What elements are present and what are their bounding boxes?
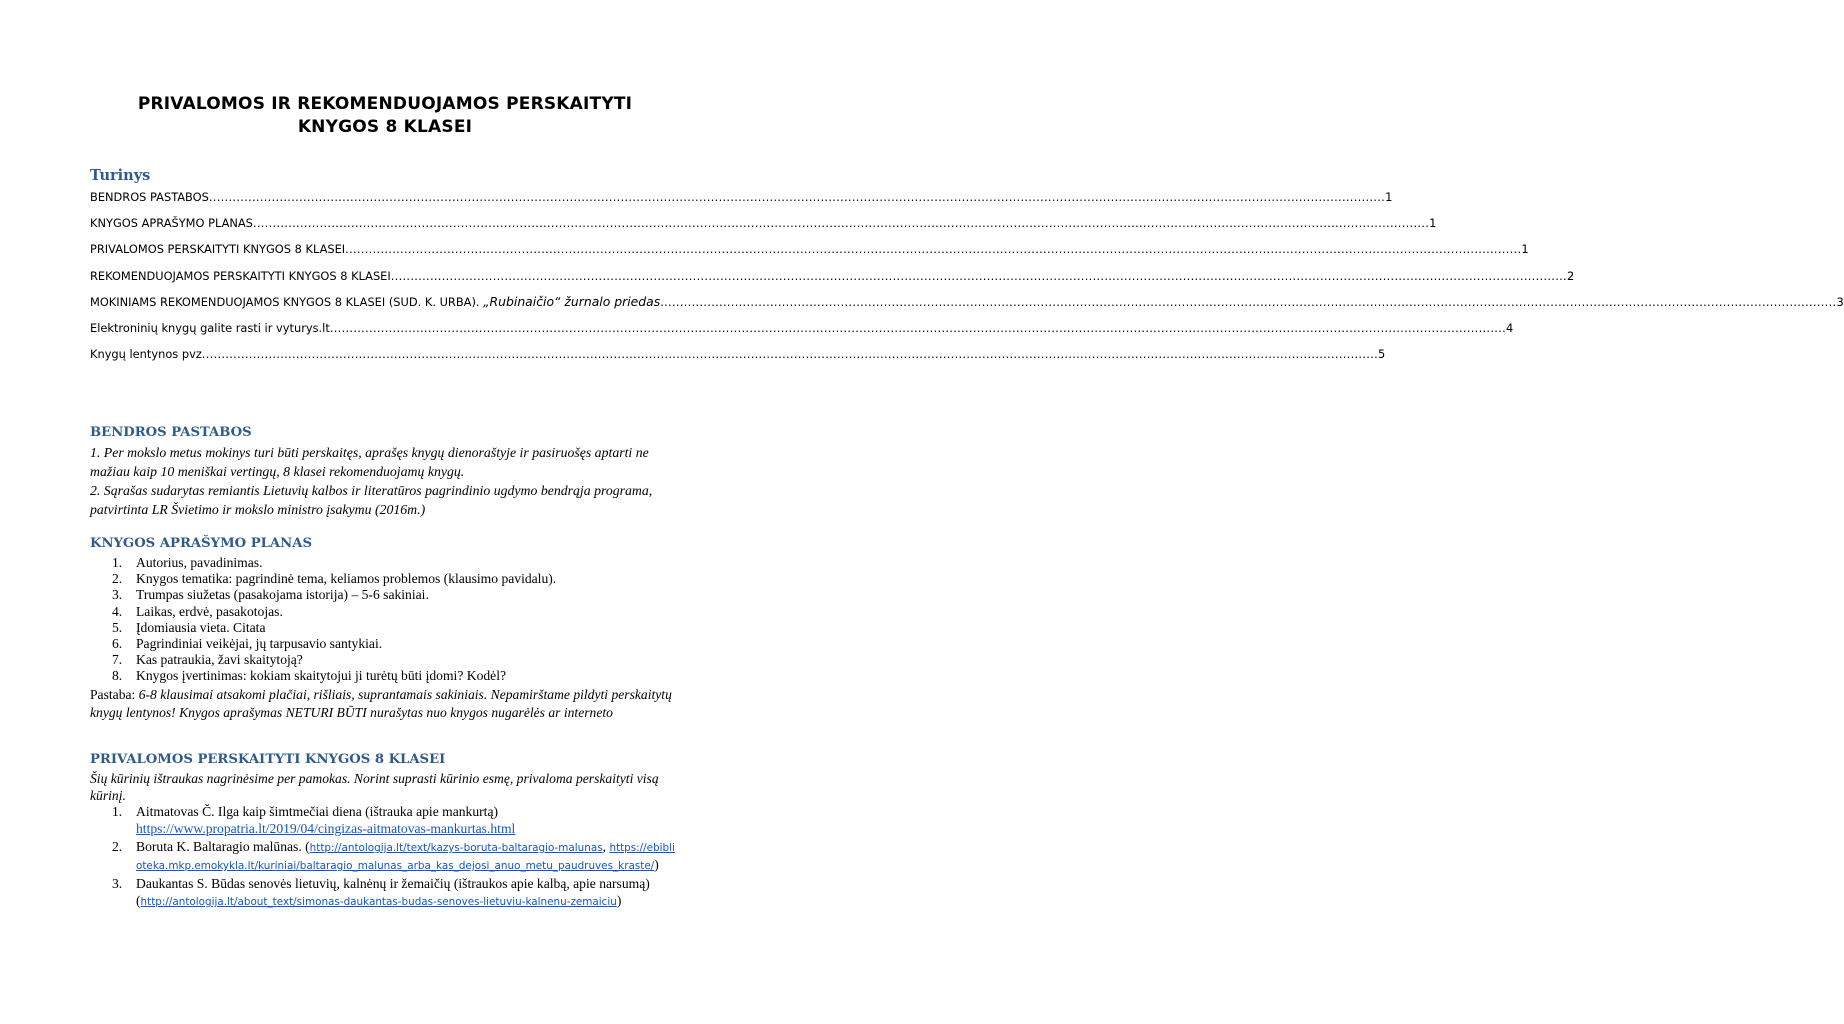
toc-leader-dots: ............................................................................................................................................................................................................................................................................................................ <box>252 216 1430 231</box>
toc-entry[interactable] <box>90 268 1575 294</box>
book-link[interactable]: http://antologija.lt/text/kazys-boruta-baltaragio-malunas <box>309 842 603 854</box>
toc-page-number: 1 <box>1429 216 1437 231</box>
section-heading-general: BENDROS PASTABOS <box>90 425 252 440</box>
plan-item-text: Kas patraukia, žavi skaitytoją? <box>136 652 303 668</box>
book-title: Daukantas S. Būdas senovės lietuvių, kalnėnų ir žemaičių (ištraukos apie kalbą, apie narsumą) <box>136 876 650 891</box>
toc-page-number: 1 <box>1521 242 1529 257</box>
toc-entry-label: KNYGOS APRAŠYMO PLANAS <box>90 216 253 231</box>
section-heading-plan: KNYGOS APRAŠYMO PLANAS <box>90 536 312 551</box>
toc-entry[interactable] <box>90 189 1393 215</box>
list-item <box>90 555 680 571</box>
toc-leader-dots: ............................................................................................................................................................................................................................................................................................................ <box>329 320 1507 335</box>
toc-page-number: 4 <box>1506 320 1514 335</box>
toc-entry-label: REKOMENDUOJAMOS PERSKAITYTI KNYGOS 8 KLASEI <box>90 268 391 283</box>
toc-page-number: 2 <box>1566 268 1575 283</box>
section-heading-mandatory: PRIVALOMOS PERSKAITYTI KNYGOS 8 KLASEI <box>90 752 446 767</box>
toc-entry-label: PRIVALOMOS PERSKAITYTI KNYGOS 8 KLASEI <box>90 242 346 257</box>
plan-item-text: Autorius, pavadinimas. <box>136 555 263 570</box>
toc-leader-dots: ............................................................................................................................................................................................................................................................................................................ <box>208 190 1386 204</box>
book-link[interactable]: https://ebiblioteka.mkp.emokykla.lt/kuriniai/baltaragio_malunas_arba_kas_dejosi_anuo_metu_paudruves_kraste/ <box>136 842 675 872</box>
title-line-2: KNYGOS 8 KLASEI <box>297 117 473 137</box>
plan-item-text: Įdomiausia vieta. Citata <box>136 619 266 635</box>
toc-leader-dots: ............................................................................................................................................................................................................................................................................................................ <box>390 268 1567 283</box>
plan-list <box>90 555 680 685</box>
item-number: 8. <box>112 668 123 684</box>
list-item: 3. Daukantas S. Būdas senovės lietuvių, kalnėnų ir žemaičių (ištraukos apie kalbą, apie narsumą) (http://antologija.lt/about_text/simonas-daukantas-budas-senoves-lietuviu-kalnenu-zemaiciu) <box>112 876 650 908</box>
toc-entry[interactable] <box>90 346 1386 372</box>
list-item <box>90 668 680 684</box>
toc-leader-dots: ............................................................................................................................................................................................................................................................................................................ <box>201 347 1379 362</box>
list-item <box>90 652 680 668</box>
plan-item-text: Pagrindiniai veikėjai, jų tarpusavio santykiai. <box>136 635 383 651</box>
note-text: 6-8 klausimai atsakomi plačiai, rišliais, suprantamais sakiniais. Nepamirštame pildyti perskaitytų knygų lentynos! Knygos aprašymas NETURI BŪTI nurašytas nuo knygos nugarėlės ar interneto <box>90 687 672 720</box>
list-item <box>90 571 680 587</box>
item-number: 1. <box>112 555 123 570</box>
book-title: Boruta K. Baltaragio malūnas. ( <box>136 839 310 854</box>
note-label: Pastaba: <box>90 687 139 702</box>
item-number: 4. <box>112 603 123 619</box>
book-link[interactable]: https://www.propatria.lt/2019/04/cingizas-aitmatovas-mankurtas.html <box>136 821 516 836</box>
plan-item-text: Trumpas siužetas (pasakojama istorija) – 5-6 sakiniai. <box>136 587 429 603</box>
list-item <box>90 620 680 636</box>
toc-entry-label: MOKINIAMS REKOMENDUOJAMOS KNYGOS 8 KLASEI (SUD. K. URBA). „Rubinaičio“ žurnalo priedas <box>90 293 661 309</box>
list-item <box>90 587 680 603</box>
toc-entry[interactable] <box>90 215 1437 241</box>
toc-page-number: 5 <box>1378 347 1386 362</box>
toc-entry[interactable] <box>90 293 1844 320</box>
item-number: 1. <box>112 804 123 819</box>
item-number: 3. <box>112 876 123 891</box>
book-title: Aitmatovas Č. Ilga kaip šimtmečiai diena (ištrauka apie mankurtą) <box>136 804 499 819</box>
document-title <box>90 93 680 139</box>
plan-item-text: Knygos įvertinimas: kokiam skaitytojui ji turėtų būti įdomi? Kodėl? <box>136 668 507 684</box>
toc-entry-label: BENDROS PASTABOS <box>90 190 209 204</box>
document-page <box>90 0 1844 1024</box>
item-number: 2. <box>112 839 123 854</box>
toc-leader-dots: ............................................................................................................................................................................................................................................................................................................ <box>345 242 1522 257</box>
book-link[interactable]: http://antologija.lt/about_text/simonas-daukantas-budas-senoves-lietuviu-kalnenu-zemaiciu <box>140 896 617 908</box>
list-item: 2. Boruta K. Baltaragio malūnas. (http://antologija.lt/text/kazys-boruta-baltaragio-malunas, https://ebiblioteka.mkp.emokykla.lt/kuriniai/baltaragio_malunas_arba_kas_dejosi_anuo_metu_paudruves_kraste/) <box>112 839 675 872</box>
item-number: 5. <box>112 619 123 635</box>
toc-leader-dots: ............................................................................................................................................................................................................................................................................................................ <box>660 294 1837 309</box>
title-line-1: PRIVALOMOS IR REKOMENDUOJAMOS PERSKAITYTI <box>137 94 633 114</box>
plan-item-text: Laikas, erdvė, pasakotojas. <box>136 603 283 619</box>
toc-entry-label: Knygų lentynos pvz <box>90 347 202 362</box>
list-item <box>90 803 680 837</box>
mandatory-intro: Šių kūrinių ištraukas nagrinėsime per pamokas. Norint suprasti kūrinio esmę, privaloma perskaityti visą kūrinį. <box>90 771 659 803</box>
toc-page-number: 1 <box>1385 190 1393 204</box>
toc-entry-label: Elektroninių knygų galite rasti ir vyturys.lt <box>90 320 330 335</box>
toc-entry[interactable] <box>90 320 1514 346</box>
toc-page-number: 3 <box>1836 294 1844 309</box>
plan-note <box>90 686 680 722</box>
item-number: 6. <box>112 635 123 651</box>
toc-heading: Turinys <box>90 167 151 184</box>
mandatory-books-list <box>90 803 680 911</box>
table-of-contents <box>90 189 1844 372</box>
general-paragraph-1: 1. Per mokslo metus mokinys turi būti perskaitęs, aprašęs knygų dienoraštyje ir pasiruošęs aptarti ne mažiau kaip 10 meniškai vertingų, 8 klasei rekomenduojamų knygų. <box>90 445 649 479</box>
list-item <box>90 636 680 652</box>
item-number: 7. <box>112 652 123 668</box>
toc-entry[interactable] <box>90 241 1529 267</box>
list-item <box>90 604 680 620</box>
general-paragraph-2: 2. Sąrašas sudarytas remiantis Lietuvių kalbos ir literatūros pagrindinio ugdymo bendrąja programa, patvirtinta LR Švietimo ir mokslo ministro įsakymu (2016m.) <box>90 483 653 517</box>
item-number: 3. <box>112 587 123 603</box>
plan-item-text: Knygos tematika: pagrindinė tema, keliamos problemos (klausimo pavidalu). <box>136 571 557 587</box>
item-number: 2. <box>112 571 123 587</box>
